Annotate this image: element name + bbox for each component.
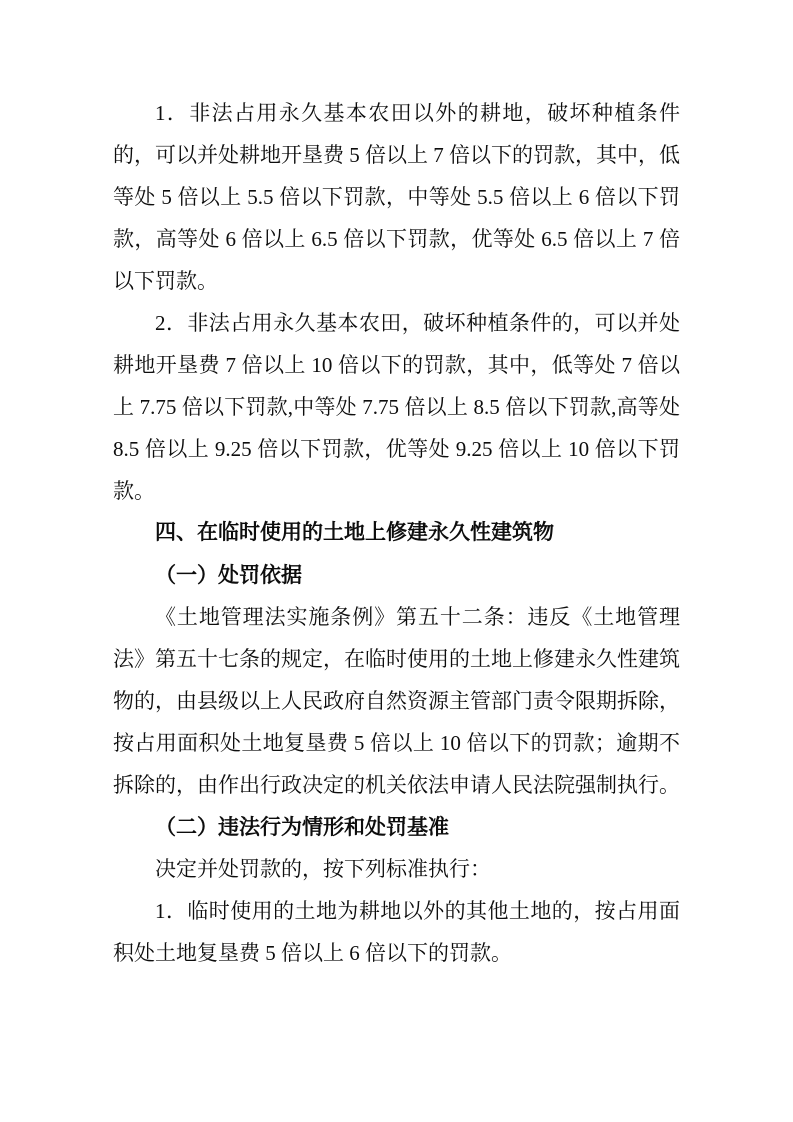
paragraph-standard-item-1: 1．临时使用的土地为耕地以外的其他土地的，按占用面积处土地复垦费 5 倍以上 6 倍以下的罚款。 — [113, 899, 680, 965]
sub-heading-penalty-basis: （一）处罚依据 — [155, 563, 302, 587]
paragraph-standards-intro: 决定并处罚款的，按下列标准执行： — [155, 857, 491, 881]
paragraph-legal-basis: 《土地管理法实施条例》第五十二条：违反《土地管理法》第五十七条的规定，在临时使用的土地上修建永久性建筑物的，由县级以上人民政府自然资源主管部门责令限期拆除，按占用面积处土地复垦费 5 倍以上 10 倍以下的罚款；逾期不拆除的，由作出行政决定的机关依法申请人民法院强制执行。 — [113, 605, 680, 797]
sub-heading-violation-standards: （二）违法行为情形和处罚基准 — [155, 815, 449, 839]
paragraph-penalty-item-2: 2．非法占用永久基本农田，破坏种植条件的，可以并处耕地开垦费 7 倍以上 10 倍以下的罚款，其中，低等处 7 倍以上 7.75 倍以下罚款,中等处 7.75 倍以上 8.5 倍以下罚款,高等处 8.5 倍以上 9.25 倍以下罚款，优等处 9.25 倍以上 10 倍以下罚款。 — [113, 311, 680, 503]
section-heading-4: 四、在临时使用的土地上修建永久性建筑物 — [155, 521, 554, 544]
paragraph-penalty-item-1: 1．非法占用永久基本农田以外的耕地，破坏种植条件的，可以并处耕地开垦费 5 倍以上 7 倍以下的罚款，其中，低等处 5 倍以上 5.5 倍以下罚款，中等处 5.5 倍以上 6 倍以下罚款，高等处 6 倍以上 6.5 倍以下罚款，优等处 6.5 倍以上 7 倍以下罚款。 — [113, 101, 680, 293]
document-body — [113, 92, 680, 974]
